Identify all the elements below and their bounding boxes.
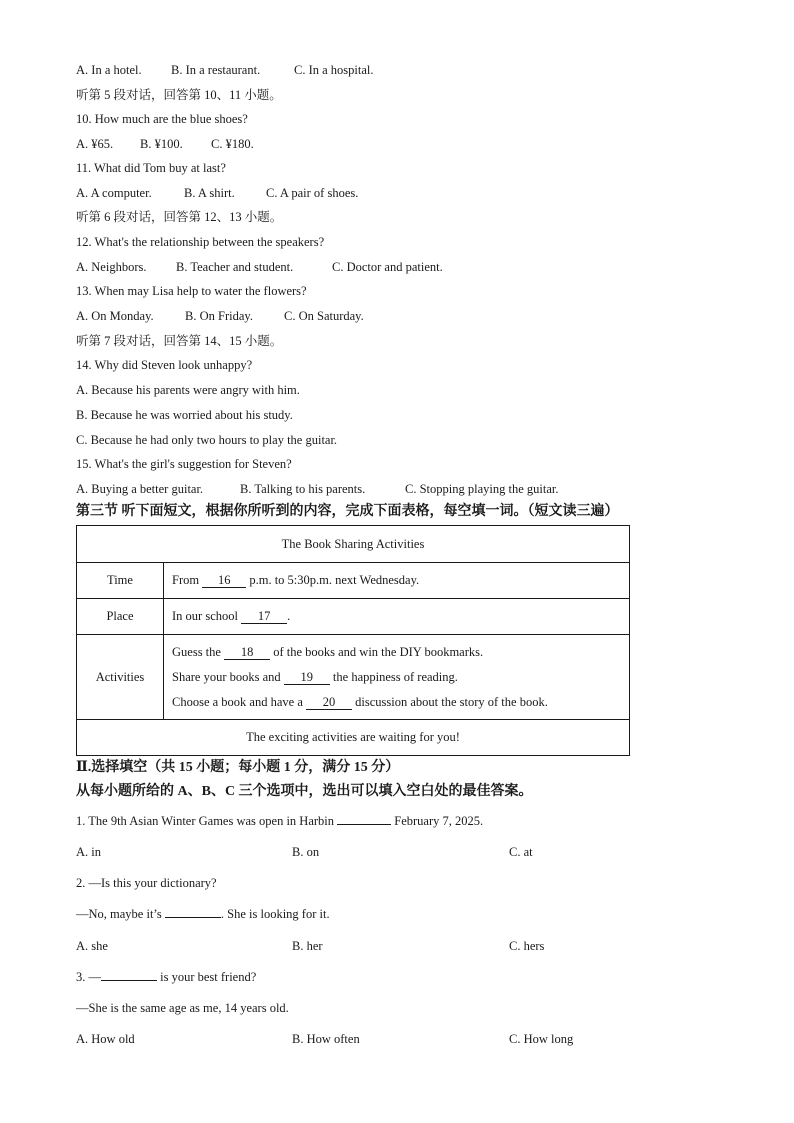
q12-stem: 12. What's the relationship between the speakers? [76, 235, 325, 249]
time-prefix: From [172, 573, 203, 587]
option-b: B. Teacher and student. [176, 260, 294, 274]
q12-options [76, 259, 443, 275]
q14-option-a: A. Because his parents were angry with him. [76, 383, 300, 397]
q2-reply-prefix: —No, maybe it’s [76, 907, 165, 921]
activity-3 [172, 690, 629, 715]
option-a: A. ¥65. [76, 137, 114, 151]
q11-options [76, 185, 358, 201]
blank-18: 18 [224, 645, 270, 660]
q3-stem-suffix: is your best friend? [157, 970, 257, 984]
q1-option-b: B. on [292, 845, 320, 859]
activity-1-suffix: of the books and win the DIY bookmarks. [270, 644, 484, 659]
q2-option-b: B. her [292, 939, 323, 953]
activity-2 [172, 665, 629, 690]
activity-1-prefix: Guess the [172, 644, 225, 659]
option-a: A. Neighbors. [76, 260, 147, 274]
time-label: Time [77, 563, 164, 599]
option-c: C. Stopping playing the guitar. [405, 482, 559, 496]
q3-reply: —She is the same age as me, 14 years old. [76, 1001, 289, 1015]
q2-blank [165, 917, 221, 918]
dialog7-instruction: 听第 7 段对话，回答第 14、15 小题。 [76, 334, 283, 348]
activities-label: Activities [77, 635, 164, 720]
time-row [77, 563, 630, 599]
option-a: A. On Monday. [76, 309, 154, 323]
blank-17: 17 [241, 609, 287, 624]
q14-stem: 14. Why did Steven look unhappy? [76, 358, 253, 372]
activity-1 [172, 640, 629, 665]
option-a: A. Buying a better guitar. [76, 482, 204, 496]
option-b: B. In a restaurant. [171, 63, 261, 77]
place-prefix: In our school [172, 609, 242, 623]
q1-stem [76, 813, 483, 829]
q13-options [76, 308, 364, 324]
dialog6-instruction: 听第 6 段对话，回答第 12、13 小题。 [76, 210, 283, 224]
part2-heading: Ⅱ.选择填空（共 15 小题；每小题 1 分，满分 15 分） [76, 760, 400, 775]
part2-instruction: 从每小题所给的 A、B、C 三个选项中，选出可以填入空白处的最佳答案。 [76, 784, 533, 799]
place-row [77, 599, 630, 635]
q3-stem [76, 969, 256, 985]
q14-option-b: B. Because he was worried about his study. [76, 408, 293, 422]
time-suffix: p.m. to 5:30p.m. next Wednesday. [246, 573, 420, 587]
place-label: Place [77, 599, 164, 635]
section3-heading: 第三节 听下面短文，根据你所听到的内容，完成下面表格，每空填一词。（短文读三遍） [76, 504, 619, 519]
q3-option-a: A. How old [76, 1032, 135, 1046]
blank-16: 16 [202, 573, 246, 588]
table-footer: The exciting activities are waiting for you! [77, 720, 630, 756]
q10-options [76, 136, 254, 152]
dialog5-instruction: 听第 5 段对话，回答第 10、11 小题。 [76, 88, 282, 102]
q14-option-c: C. Because he had only two hours to play the guitar. [76, 433, 338, 447]
activity-3-prefix: Choose a book and have a [172, 694, 306, 709]
q13-stem: 13. When may Lisa help to water the flowers? [76, 284, 307, 298]
option-c: C. ¥180. [211, 137, 254, 151]
q1-option-a: A. in [76, 845, 101, 859]
blank-19: 19 [284, 670, 330, 685]
activity-2-prefix: Share your books and [172, 669, 284, 684]
q2-reply [76, 906, 330, 922]
q2-option-c: C. hers [509, 939, 545, 953]
place-content [164, 599, 630, 635]
q2-stem: 2. —Is this your dictionary? [76, 876, 217, 890]
q2-reply-suffix: . She is looking for it. [220, 907, 330, 921]
q3-option-b: B. How often [292, 1032, 360, 1046]
activities-content [164, 635, 630, 720]
book-sharing-table [76, 525, 630, 756]
table-footer-row [77, 720, 630, 756]
activities-row [77, 635, 630, 720]
q11-stem: 11. What did Tom buy at last? [76, 161, 226, 175]
q3-blank [101, 980, 157, 981]
q3-stem-prefix: 3. — [76, 970, 101, 984]
option-b: B. Talking to his parents. [240, 482, 366, 496]
activity-3-suffix: discussion about the story of the book. [352, 694, 548, 709]
option-b: B. A shirt. [184, 186, 235, 200]
q1-stem-suffix: February 7, 2025. [391, 814, 484, 828]
q1-stem-prefix: 1. The 9th Asian Winter Games was open in Harbin [76, 814, 338, 828]
option-a: A. A computer. [76, 186, 152, 200]
place-suffix: . [287, 609, 291, 623]
q2-option-a: A. she [76, 939, 108, 953]
option-b: B. ¥100. [140, 137, 183, 151]
q1-blank [337, 824, 391, 825]
blank-20: 20 [306, 695, 352, 710]
option-c: C. On Saturday. [284, 309, 364, 323]
q1-option-c: C. at [509, 845, 533, 859]
time-content [164, 563, 630, 599]
option-c: C. In a hospital. [294, 63, 374, 77]
q10-stem: 10. How much are the blue shoes? [76, 112, 248, 126]
q9-options [76, 62, 374, 78]
q15-options [76, 481, 558, 497]
option-c: C. A pair of shoes. [266, 186, 359, 200]
activity-2-suffix: the happiness of reading. [329, 669, 458, 684]
option-b: B. On Friday. [185, 309, 253, 323]
q15-stem: 15. What's the girl's suggestion for Steven? [76, 457, 292, 471]
table-title: The Book Sharing Activities [77, 526, 630, 563]
table-title-row [77, 526, 630, 563]
q3-option-c: C. How long [509, 1032, 574, 1046]
option-c: C. Doctor and patient. [332, 260, 443, 274]
option-a: A. In a hotel. [76, 63, 142, 77]
